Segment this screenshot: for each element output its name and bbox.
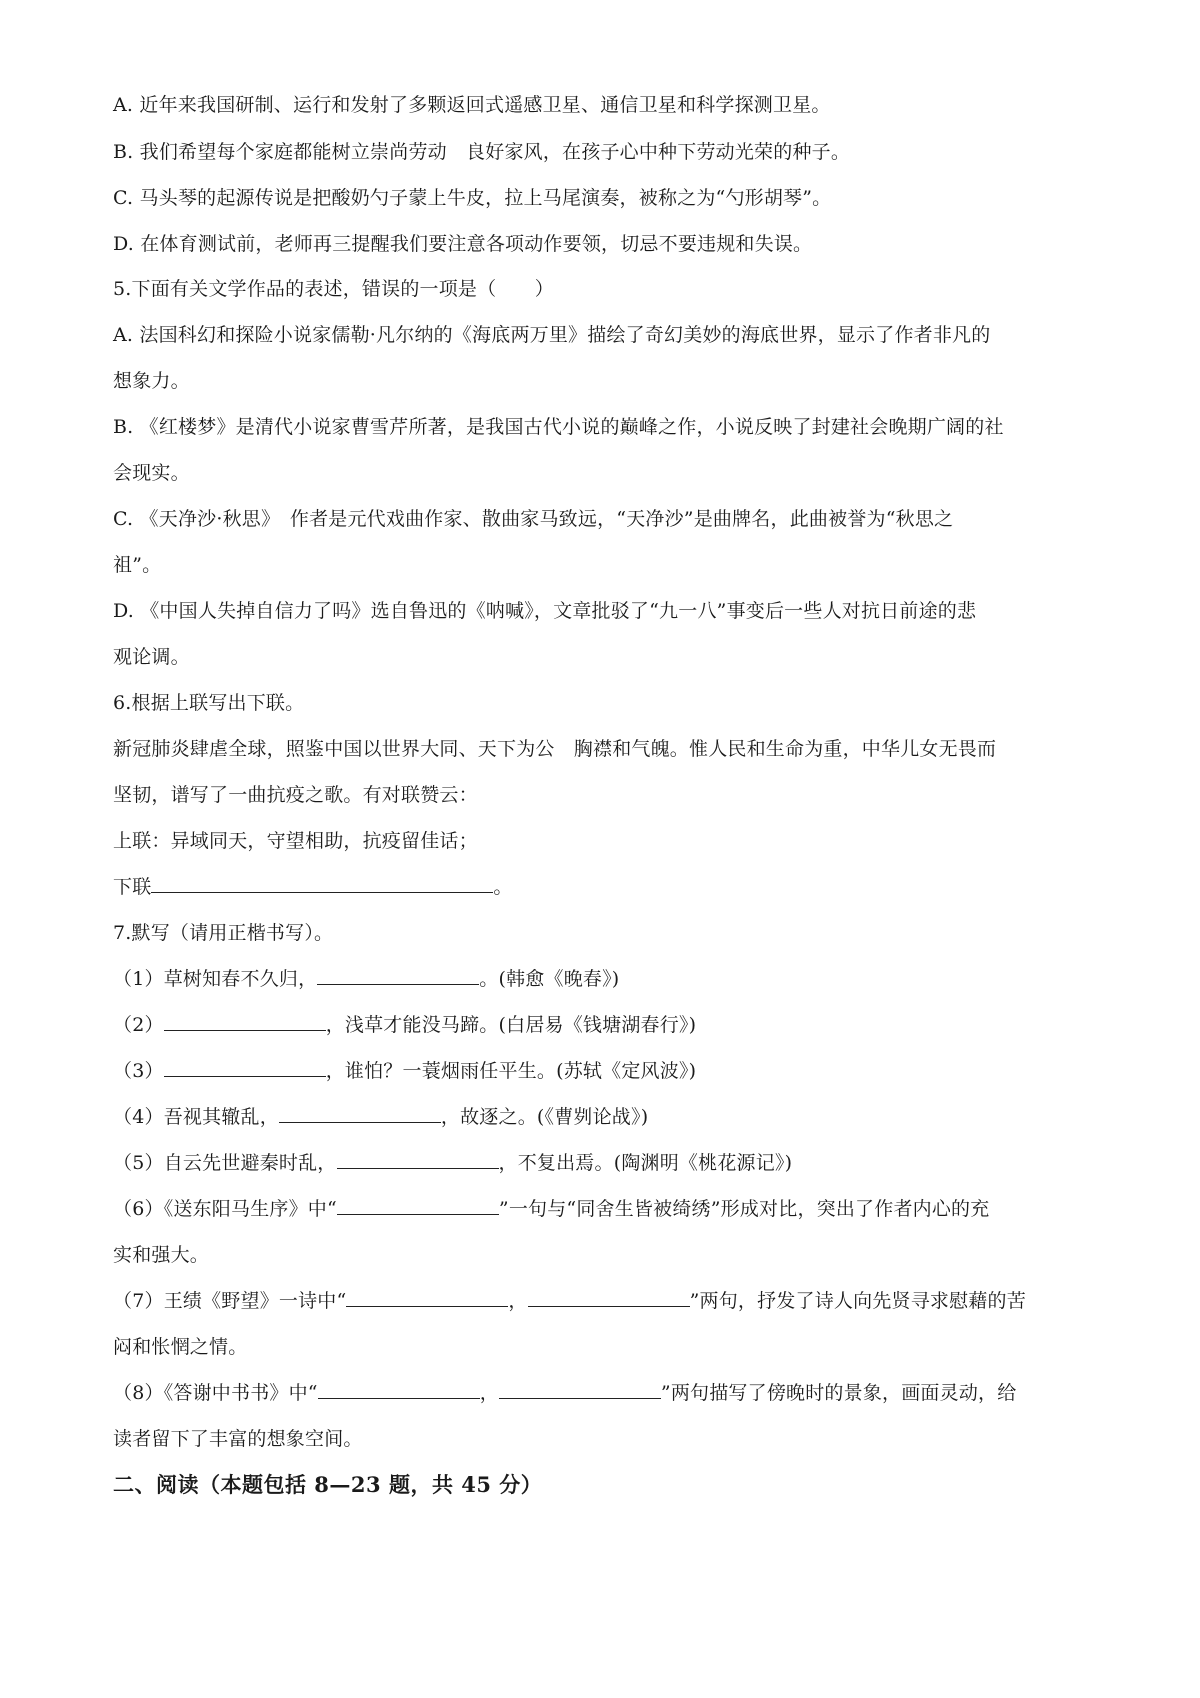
q7-item-4-suffix: ，故逐之。(《曹刿论战》): [440, 1106, 649, 1128]
q7-item-8-continuation: 读者留下了丰富的想象空间。: [113, 1428, 363, 1450]
q7-item-8-blank-1[interactable]: [318, 1380, 480, 1399]
q5-title: 5.下面有关文学作品的表述，错误的一项是（ ）: [113, 278, 554, 300]
q7-item-7-prefix: （7）王绩《野望》一诗中“: [113, 1290, 347, 1312]
section-2-heading: 二、阅读（本题包括 8—23 题，共 45 分）: [113, 1472, 543, 1497]
q4-option-a: A. 近年来我国研制、运行和发射了多颗返回式遥感卫星、通信卫星和科学探测卫星。: [113, 94, 831, 116]
q7-item-2: [113, 1012, 696, 1038]
q7-item-6-blank[interactable]: [337, 1196, 499, 1215]
q7-item-5-suffix: ，不复出焉。(陶渊明《桃花源记》): [498, 1152, 793, 1174]
q4-option-b: B. 我们希望每个家庭都能树立崇尚劳动 良好家风，在孩子心中种下劳动光荣的种子。: [113, 141, 851, 163]
q6-lower-couplet: [113, 874, 513, 900]
q6-lower-prefix: 下联: [113, 876, 152, 898]
q7-item-3-prefix: （3）: [113, 1060, 164, 1082]
q7-item-5-prefix: （5）自云先世避秦时乱，: [113, 1152, 337, 1174]
q7-item-3-suffix: ，谁怕？一蓑烟雨任平生。(苏轼《定风波》): [325, 1060, 697, 1082]
q7-item-1-blank[interactable]: [317, 966, 479, 985]
q5-option-d-line1: D. 《中国人失掉自信力了吗》选自鲁迅的《呐喊》，文章批驳了“九一八”事变后一些人对抗日前途的悲: [113, 600, 977, 622]
q7-item-5-blank[interactable]: [337, 1150, 499, 1169]
q7-item-8-prefix: （8）《答谢中书书》中“: [113, 1382, 318, 1404]
q7-title: 7.默写（请用正楷书写）。: [113, 922, 334, 944]
q7-item-6-suffix: ”一句与“同舍生皆被绮绣”形成对比，突出了作者内心的充: [498, 1198, 990, 1220]
q7-item-1: [113, 966, 619, 992]
q7-item-6-continuation: 实和强大。: [113, 1244, 210, 1266]
q7-item-2-prefix: （2）: [113, 1014, 164, 1036]
q7-item-4-prefix: （4）吾视其辙乱，: [113, 1106, 279, 1128]
q7-item-4: [113, 1104, 648, 1130]
q5-option-d-line2: 观论调。: [113, 646, 190, 668]
q7-item-2-blank[interactable]: [164, 1012, 326, 1031]
q6-answer-blank[interactable]: [151, 874, 493, 893]
q7-item-7-suffix: ”两句，抒发了诗人向先贤寻求慰藉的苦: [689, 1290, 1026, 1312]
q7-item-1-suffix: 。(韩愈《晚春》): [479, 968, 620, 990]
q5-option-b-line1: B. 《红楼梦》是清代小说家曹雪芹所著，是我国古代小说的巅峰之作，小说反映了封建社会晚期广阔的社: [113, 416, 1004, 438]
q5-option-b-line2: 会现实。: [113, 462, 190, 484]
q7-item-7-continuation: 闷和怅惘之情。: [113, 1336, 248, 1358]
q7-item-6-prefix: （6）《送东阳马生序》中“: [113, 1198, 337, 1220]
q7-item-7-comma: ，: [508, 1290, 528, 1312]
q6-lower-suffix: 。: [493, 876, 513, 898]
q7-item-8: [113, 1380, 1016, 1406]
q6-title: 6.根据上联写出下联。: [113, 692, 305, 714]
q5-option-c-line2: 祖”。: [113, 554, 162, 576]
q7-item-7-blank-2[interactable]: [528, 1288, 690, 1307]
q4-option-c: C. 马头琴的起源传说是把酸奶勺子蒙上牛皮，拉上马尾演奏，被称之为“勺形胡琴”。: [113, 187, 832, 209]
q7-item-7-blank-1[interactable]: [346, 1288, 508, 1307]
q5-option-c-line1: C. 《天净沙·秋思》 作者是元代戏曲作家、散曲家马致远，“天净沙”是曲牌名，此曲被誉为“秋思之: [113, 508, 954, 530]
q7-item-1-prefix: （1）草树知春不久归，: [113, 968, 318, 990]
q7-item-6: [113, 1196, 989, 1222]
q6-paragraph-line1: 新冠肺炎肆虐全球，照鉴中国以世界大同、天下为公 胸襟和气魄。惟人民和生命为重，中华儿女无畏而: [113, 738, 997, 760]
q7-item-8-comma: ，: [479, 1382, 499, 1404]
q7-item-5: [113, 1150, 792, 1176]
q7-item-8-suffix: ”两句描写了傍晚时的景象，画面灵动，给: [660, 1382, 1017, 1404]
q6-upper-couplet: 上联：异域同天，守望相助，抗疫留佳话；: [113, 830, 478, 852]
q7-item-7: [113, 1288, 1026, 1314]
q7-item-8-blank-2[interactable]: [499, 1380, 661, 1399]
q4-option-d: D. 在体育测试前，老师再三提醒我们要注意各项动作要领，切忌不要违规和失误。: [113, 233, 813, 255]
q7-item-3-blank[interactable]: [164, 1058, 326, 1077]
q7-item-4-blank[interactable]: [279, 1104, 441, 1123]
q7-item-2-suffix: ，浅草才能没马蹄。(白居易《钱塘湖春行》): [325, 1014, 697, 1036]
q6-paragraph-line2: 坚韧，谱写了一曲抗疫之歌。有对联赞云：: [113, 784, 478, 806]
q5-option-a-line2: 想象力。: [113, 370, 190, 392]
q7-item-3: [113, 1058, 696, 1084]
q5-option-a-line1: A. 法国科幻和探险小说家儒勒·凡尔纳的《海底两万里》描绘了奇幻美妙的海底世界，显示了作者非凡的: [113, 324, 991, 346]
